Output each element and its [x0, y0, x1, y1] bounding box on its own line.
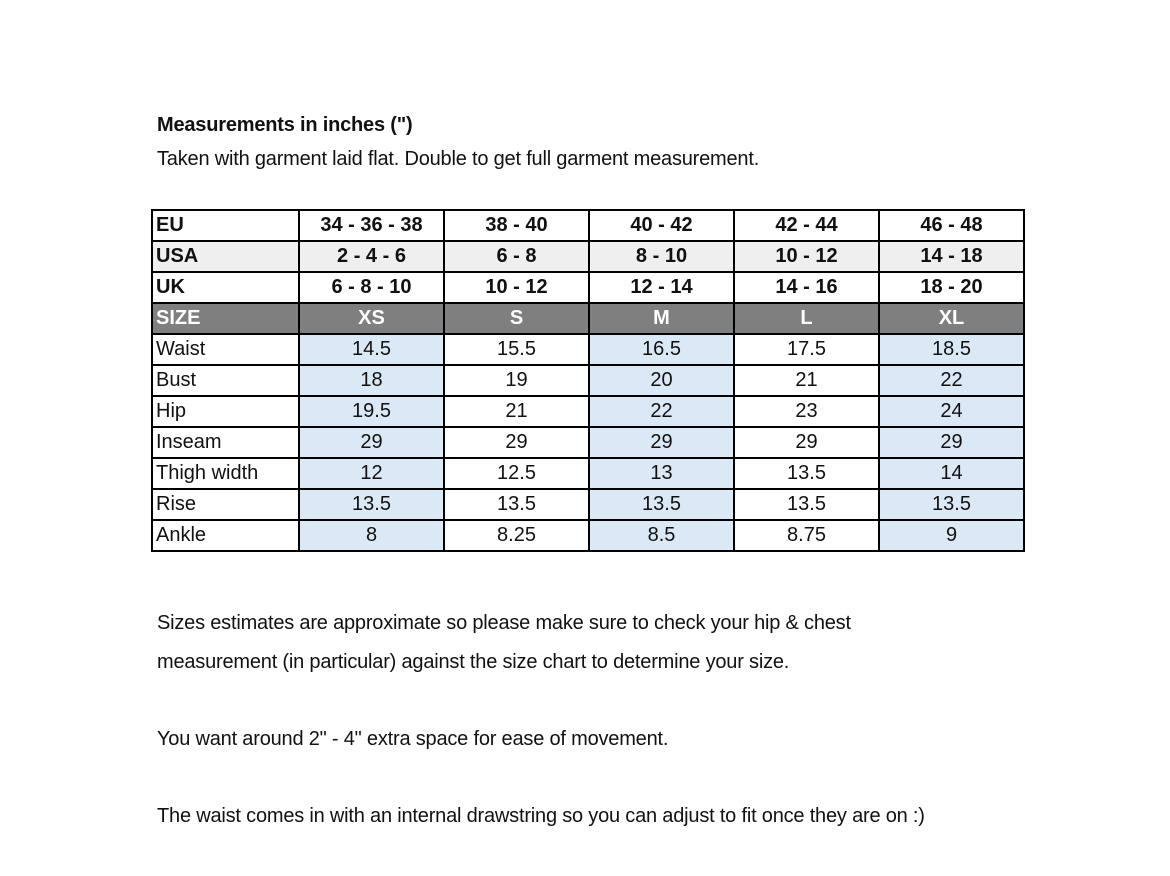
table-cell: 29 [299, 427, 444, 458]
table-cell: 6 - 8 [444, 241, 589, 272]
table-row-uk [152, 272, 1024, 303]
table-cell: 12.5 [444, 458, 589, 489]
table-cell: 13 [589, 458, 734, 489]
table-cell: 21 [444, 396, 589, 427]
table-cell: 13.5 [879, 489, 1024, 520]
table-cell: 8 [299, 520, 444, 551]
table-cell: 9 [879, 520, 1024, 551]
table-cell: 24 [879, 396, 1024, 427]
table-cell: 6 - 8 - 10 [299, 272, 444, 303]
table-cell: 34 - 36 - 38 [299, 210, 444, 241]
size-note-line-1: Sizes estimates are approximate so please make sure to check your hip & chest [157, 612, 851, 634]
page-heading: Measurements in inches (") [157, 114, 413, 136]
size-note-line-2: measurement (in particular) against the size chart to determine your size. [157, 651, 790, 673]
row-label: Thigh width [152, 458, 299, 489]
table-cell: 22 [589, 396, 734, 427]
row-label: Bust [152, 365, 299, 396]
table-cell: 12 [299, 458, 444, 489]
table-cell: 18 - 20 [879, 272, 1024, 303]
table-cell: 18 [299, 365, 444, 396]
table-cell: 8 - 10 [589, 241, 734, 272]
row-label: SIZE [152, 303, 299, 334]
row-label: UK [152, 272, 299, 303]
table-row-thigh-width [152, 458, 1024, 489]
table-row-size [152, 303, 1024, 334]
table-cell: 18.5 [879, 334, 1024, 365]
table-cell: 8.25 [444, 520, 589, 551]
table-cell: 16.5 [589, 334, 734, 365]
table-cell: 13.5 [444, 489, 589, 520]
table-cell: 2 - 4 - 6 [299, 241, 444, 272]
size-header-cell: XS [299, 303, 444, 334]
table-cell: 13.5 [589, 489, 734, 520]
table-cell: 23 [734, 396, 879, 427]
table-cell: 13.5 [299, 489, 444, 520]
row-label: Hip [152, 396, 299, 427]
table-row-eu [152, 210, 1024, 241]
table-row-usa [152, 241, 1024, 272]
table-cell: 29 [734, 427, 879, 458]
table-row-inseam [152, 427, 1024, 458]
table-row-hip [152, 396, 1024, 427]
table-cell: 14.5 [299, 334, 444, 365]
table-cell: 19.5 [299, 396, 444, 427]
size-header-cell: M [589, 303, 734, 334]
ease-note: You want around 2" - 4" extra space for ease of movement. [157, 728, 669, 750]
page-subheading: Taken with garment laid flat. Double to get full garment measurement. [157, 148, 760, 170]
size-header-cell: S [444, 303, 589, 334]
table-cell: 19 [444, 365, 589, 396]
row-label: Inseam [152, 427, 299, 458]
row-label: Rise [152, 489, 299, 520]
table-row-rise [152, 489, 1024, 520]
row-label: Waist [152, 334, 299, 365]
size-header-cell: L [734, 303, 879, 334]
table-cell: 29 [589, 427, 734, 458]
table-row-ankle [152, 520, 1024, 551]
table-cell: 29 [879, 427, 1024, 458]
table-cell: 8.5 [589, 520, 734, 551]
table-cell: 13.5 [734, 458, 879, 489]
table-cell: 40 - 42 [589, 210, 734, 241]
table-cell: 17.5 [734, 334, 879, 365]
table-cell: 10 - 12 [734, 241, 879, 272]
row-label: Ankle [152, 520, 299, 551]
drawstring-note: The waist comes in with an internal drawstring so you can adjust to fit once they are on :) [157, 805, 925, 827]
table-cell: 46 - 48 [879, 210, 1024, 241]
table-cell: 14 - 16 [734, 272, 879, 303]
table-cell: 21 [734, 365, 879, 396]
table-cell: 10 - 12 [444, 272, 589, 303]
table-row-waist [152, 334, 1024, 365]
table-cell: 29 [444, 427, 589, 458]
table-cell: 38 - 40 [444, 210, 589, 241]
table-cell: 20 [589, 365, 734, 396]
table-row-bust [152, 365, 1024, 396]
table-cell: 42 - 44 [734, 210, 879, 241]
table-cell: 12 - 14 [589, 272, 734, 303]
table-cell: 14 [879, 458, 1024, 489]
row-label: EU [152, 210, 299, 241]
table-cell: 15.5 [444, 334, 589, 365]
row-label: USA [152, 241, 299, 272]
size-chart-table [151, 209, 1025, 552]
table-cell: 22 [879, 365, 1024, 396]
table-cell: 14 - 18 [879, 241, 1024, 272]
size-header-cell: XL [879, 303, 1024, 334]
table-cell: 8.75 [734, 520, 879, 551]
table-cell: 13.5 [734, 489, 879, 520]
